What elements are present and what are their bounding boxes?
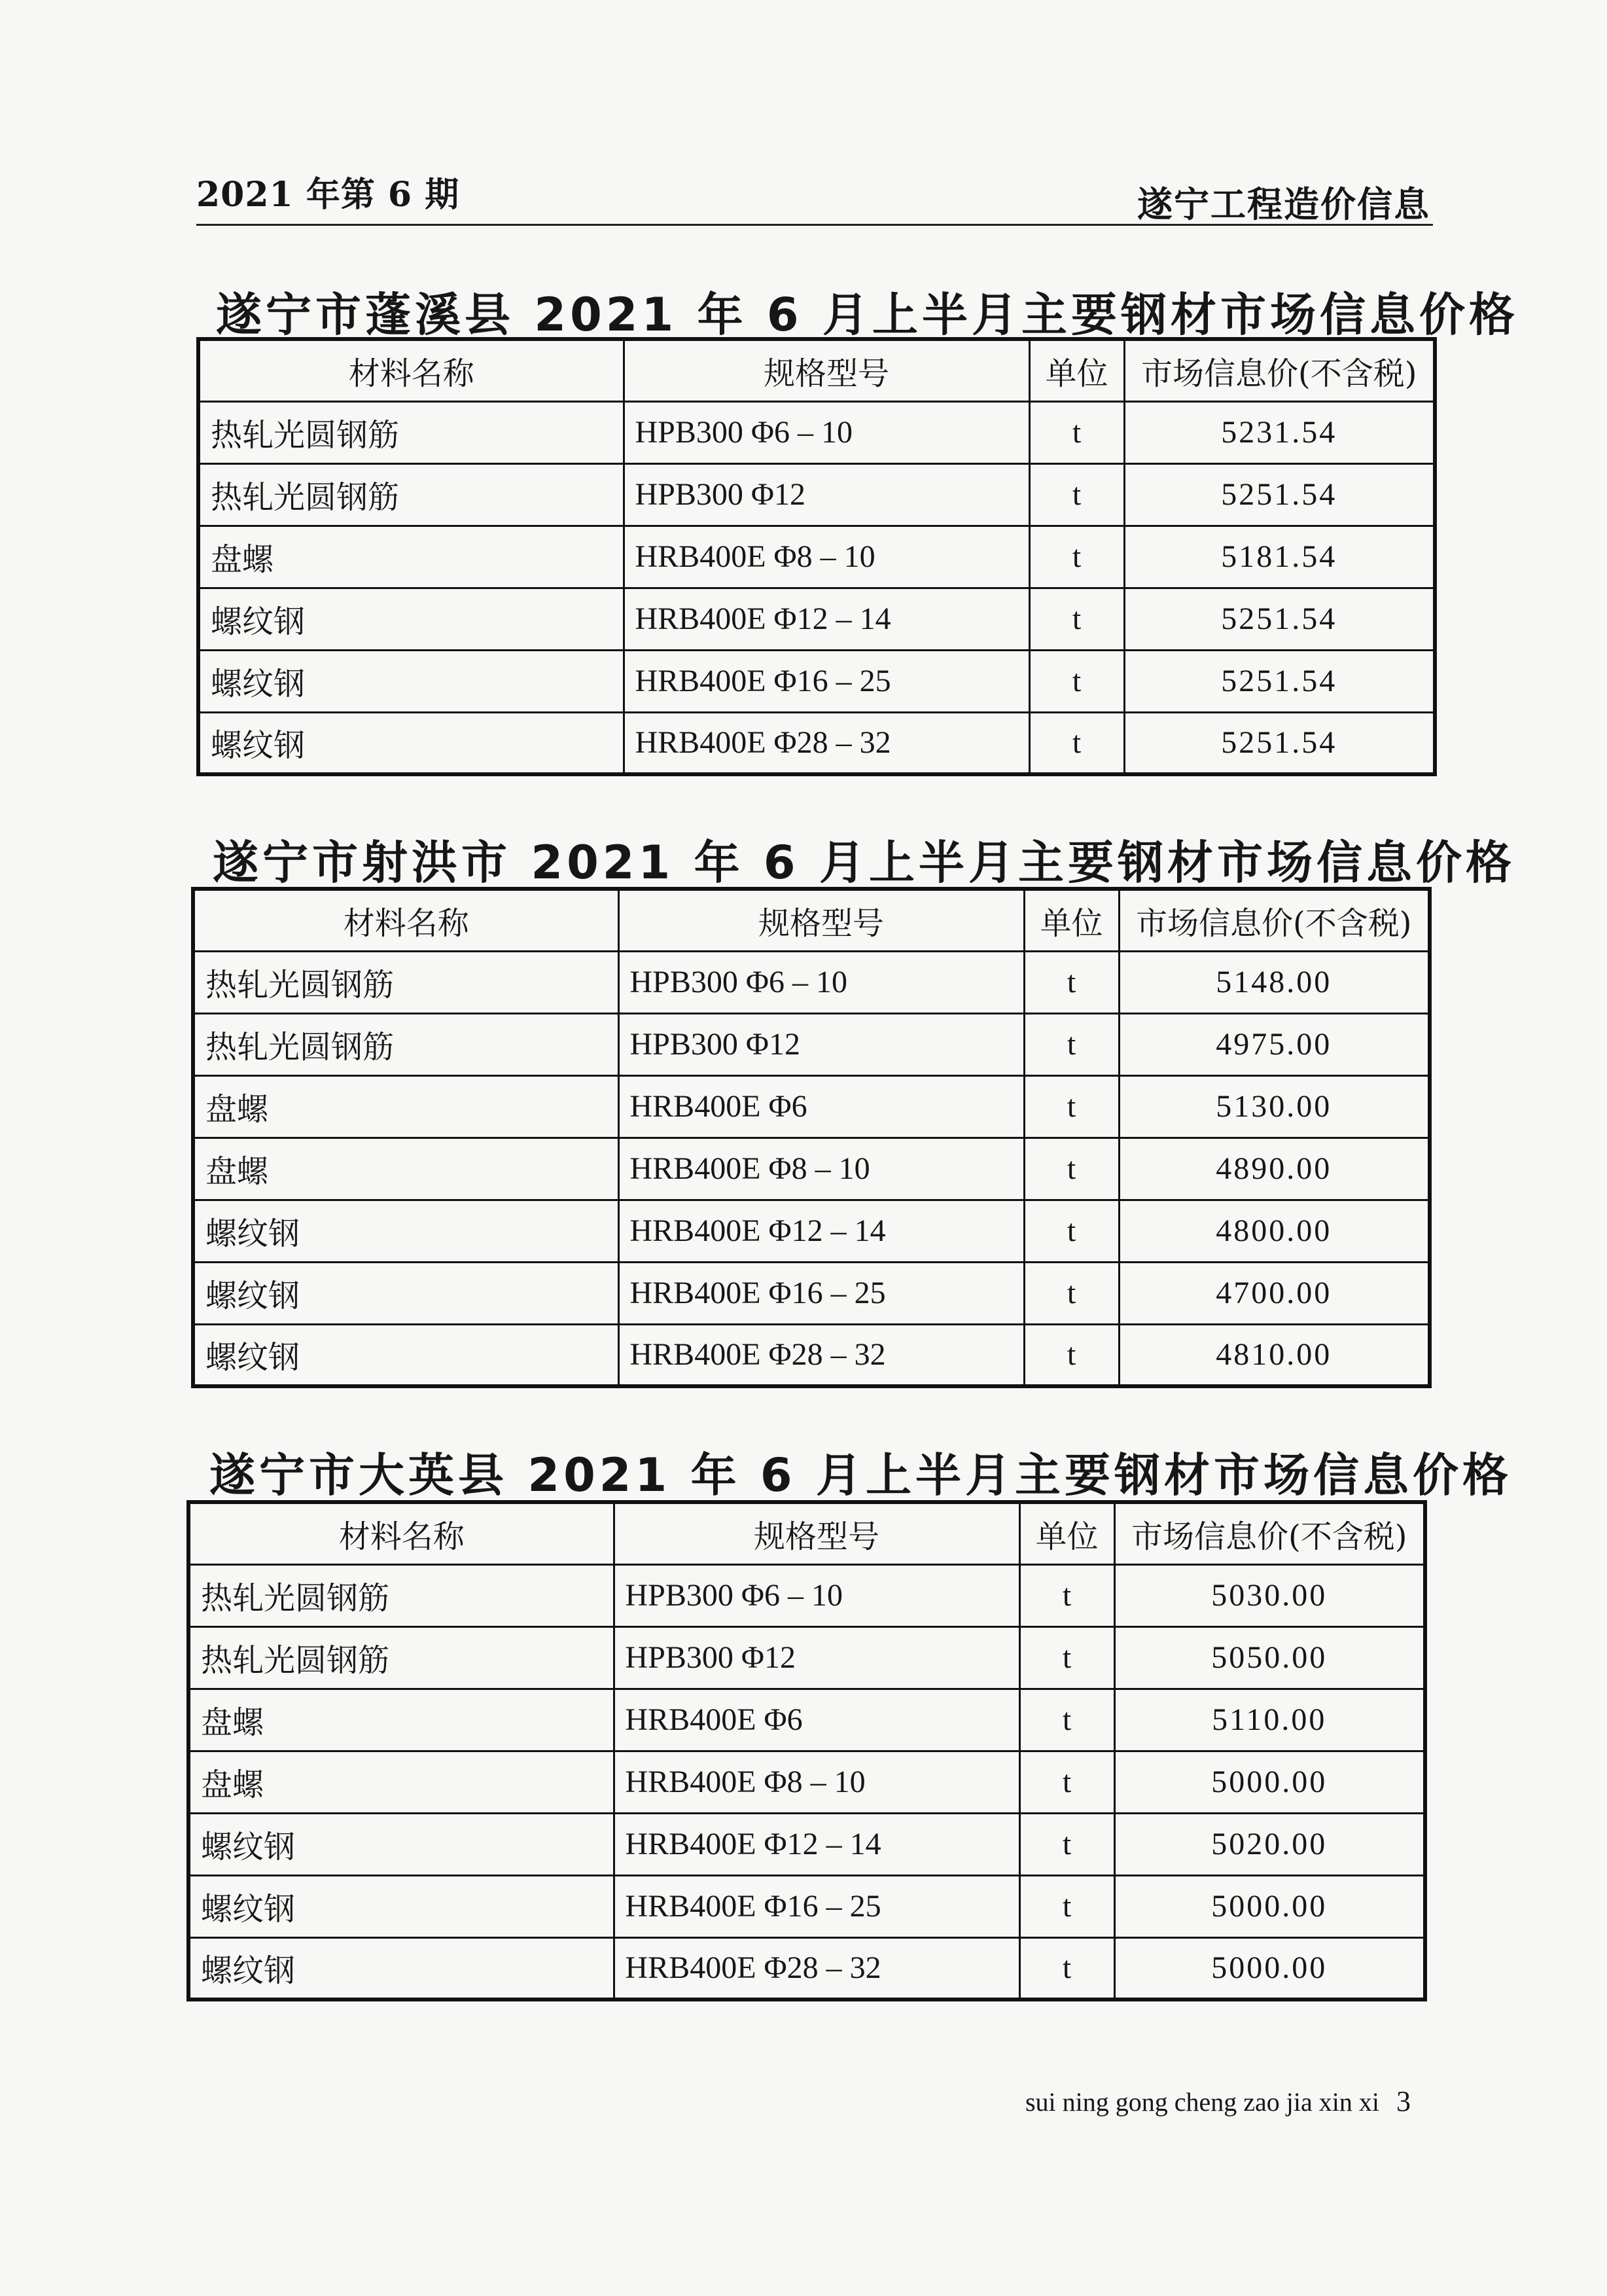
- material-spec: HPB300 Φ6 – 10: [618, 951, 1024, 1013]
- material-unit: t: [1024, 1262, 1119, 1324]
- table-row: [193, 1262, 1430, 1324]
- table-row: [188, 1751, 1425, 1813]
- material-name: 螺纹钢: [188, 1875, 614, 1937]
- material-price: 5130.00: [1119, 1075, 1430, 1138]
- material-price: 5251.54: [1124, 650, 1435, 712]
- material-spec: HPB300 Φ6 – 10: [624, 401, 1029, 463]
- col-header-spec: 规格型号: [618, 889, 1024, 951]
- table-row: [193, 951, 1430, 1013]
- material-name: 热轧光圆钢筋: [188, 1626, 614, 1689]
- footer-pinyin: sui ning gong cheng zao jia xin xi: [1025, 2087, 1379, 2117]
- material-name: 螺纹钢: [198, 712, 624, 774]
- material-unit: t: [1024, 1200, 1119, 1262]
- material-price: 4975.00: [1119, 1013, 1430, 1075]
- col-header-price: 市场信息价(不含税): [1119, 889, 1430, 951]
- material-price: 4800.00: [1119, 1200, 1430, 1262]
- material-unit: t: [1024, 1013, 1119, 1075]
- material-unit: t: [1029, 650, 1124, 712]
- material-price: 5231.54: [1124, 401, 1435, 463]
- material-price: 5020.00: [1114, 1813, 1425, 1875]
- col-header-price: 市场信息价(不含税): [1124, 339, 1435, 401]
- material-unit: t: [1019, 1689, 1114, 1751]
- price-table-daying: [186, 1500, 1427, 2001]
- material-name: 热轧光圆钢筋: [198, 401, 624, 463]
- table-row: [188, 1937, 1425, 2000]
- material-name: 螺纹钢: [193, 1262, 618, 1324]
- material-spec: HRB400E Φ28 – 32: [614, 1937, 1019, 2000]
- material-name: 螺纹钢: [188, 1937, 614, 2000]
- material-price: 5251.54: [1124, 712, 1435, 774]
- col-header-spec: 规格型号: [624, 339, 1029, 401]
- material-spec: HRB400E Φ8 – 10: [614, 1751, 1019, 1813]
- material-unit: t: [1029, 526, 1124, 588]
- table-row: [193, 1075, 1430, 1138]
- material-price: 5148.00: [1119, 951, 1430, 1013]
- publication-title: 遂宁工程造价信息: [1137, 183, 1430, 225]
- material-unit: t: [1029, 401, 1124, 463]
- material-name: 盘螺: [198, 526, 624, 588]
- material-name: 螺纹钢: [188, 1813, 614, 1875]
- col-header-price: 市场信息价(不含税): [1114, 1502, 1425, 1564]
- col-header-unit: 单位: [1019, 1502, 1114, 1564]
- table-header-row: [198, 339, 1435, 401]
- material-spec: HRB400E Φ12 – 14: [618, 1200, 1024, 1262]
- table-row: [198, 526, 1435, 588]
- material-name: 螺纹钢: [198, 588, 624, 650]
- section-title-pengxi: 遂宁市蓬溪县 2021 年 6 月上半月主要钢材市场信息价格: [216, 288, 1519, 342]
- table-row: [188, 1875, 1425, 1937]
- col-header-unit: 单位: [1029, 339, 1124, 401]
- table-row: [198, 712, 1435, 774]
- material-price: 5000.00: [1114, 1937, 1425, 2000]
- material-unit: t: [1019, 1751, 1114, 1813]
- material-name: 热轧光圆钢筋: [198, 463, 624, 526]
- material-name: 螺纹钢: [193, 1324, 618, 1386]
- material-price: 5181.54: [1124, 526, 1435, 588]
- table-row: [198, 463, 1435, 526]
- material-name: 螺纹钢: [193, 1200, 618, 1262]
- material-price: 5000.00: [1114, 1751, 1425, 1813]
- material-unit: t: [1024, 951, 1119, 1013]
- header-divider: [196, 224, 1433, 226]
- col-header-unit: 单位: [1024, 889, 1119, 951]
- material-spec: HPB300 Φ12: [618, 1013, 1024, 1075]
- material-price: 4810.00: [1119, 1324, 1430, 1386]
- col-header-name: 材料名称: [193, 889, 618, 951]
- material-spec: HRB400E Φ16 – 25: [618, 1262, 1024, 1324]
- material-spec: HRB400E Φ28 – 32: [624, 712, 1029, 774]
- table-row: [198, 588, 1435, 650]
- table-header-row: [193, 889, 1430, 951]
- material-price: 4890.00: [1119, 1138, 1430, 1200]
- material-unit: t: [1019, 1875, 1114, 1937]
- material-unit: t: [1029, 463, 1124, 526]
- col-header-spec: 规格型号: [614, 1502, 1019, 1564]
- table-row: [188, 1626, 1425, 1689]
- col-header-name: 材料名称: [198, 339, 624, 401]
- material-unit: t: [1019, 1564, 1114, 1626]
- material-price: 5050.00: [1114, 1626, 1425, 1689]
- material-unit: t: [1024, 1324, 1119, 1386]
- material-spec: HRB400E Φ8 – 10: [624, 526, 1029, 588]
- material-price: 5030.00: [1114, 1564, 1425, 1626]
- table-row: [188, 1813, 1425, 1875]
- material-spec: HPB300 Φ12: [624, 463, 1029, 526]
- material-name: 螺纹钢: [198, 650, 624, 712]
- section-title-daying: 遂宁市大英县 2021 年 6 月上半月主要钢材市场信息价格: [209, 1448, 1513, 1502]
- material-price: 5000.00: [1114, 1875, 1425, 1937]
- page-number: 3: [1396, 2085, 1411, 2117]
- material-unit: t: [1019, 1813, 1114, 1875]
- material-price: 5110.00: [1114, 1689, 1425, 1751]
- table-row: [198, 401, 1435, 463]
- material-unit: t: [1024, 1138, 1119, 1200]
- material-unit: t: [1019, 1937, 1114, 2000]
- material-unit: t: [1019, 1626, 1114, 1689]
- material-name: 盘螺: [188, 1689, 614, 1751]
- table-header-row: [188, 1502, 1425, 1564]
- table-row: [193, 1200, 1430, 1262]
- material-name: 热轧光圆钢筋: [193, 951, 618, 1013]
- material-spec: HPB300 Φ12: [614, 1626, 1019, 1689]
- table-row: [193, 1013, 1430, 1075]
- material-spec: HRB400E Φ8 – 10: [618, 1138, 1024, 1200]
- table-row: [198, 650, 1435, 712]
- price-table-shehong: [191, 887, 1432, 1388]
- table-row: [188, 1564, 1425, 1626]
- material-name: 盘螺: [188, 1751, 614, 1813]
- material-spec: HRB400E Φ28 – 32: [618, 1324, 1024, 1386]
- material-unit: t: [1029, 588, 1124, 650]
- material-spec: HRB400E Φ16 – 25: [614, 1875, 1019, 1937]
- material-unit: t: [1024, 1075, 1119, 1138]
- page-footer: [1025, 2085, 1411, 2118]
- material-spec: HRB400E Φ12 – 14: [614, 1813, 1019, 1875]
- material-spec: HRB400E Φ16 – 25: [624, 650, 1029, 712]
- price-table-pengxi: [196, 337, 1437, 776]
- material-name: 盘螺: [193, 1138, 618, 1200]
- col-header-name: 材料名称: [188, 1502, 614, 1564]
- material-price: 4700.00: [1119, 1262, 1430, 1324]
- material-price: 5251.54: [1124, 588, 1435, 650]
- table-row: [193, 1324, 1430, 1386]
- table-row: [193, 1138, 1430, 1200]
- material-name: 热轧光圆钢筋: [188, 1564, 614, 1626]
- material-spec: HPB300 Φ6 – 10: [614, 1564, 1019, 1626]
- material-unit: t: [1029, 712, 1124, 774]
- table-row: [188, 1689, 1425, 1751]
- material-name: 热轧光圆钢筋: [193, 1013, 618, 1075]
- material-spec: HRB400E Φ12 – 14: [624, 588, 1029, 650]
- issue-label: 2021 年第 6 期: [196, 175, 460, 215]
- material-name: 盘螺: [193, 1075, 618, 1138]
- material-spec: HRB400E Φ6: [614, 1689, 1019, 1751]
- section-title-shehong: 遂宁市射洪市 2021 年 6 月上半月主要钢材市场信息价格: [213, 836, 1516, 889]
- material-price: 5251.54: [1124, 463, 1435, 526]
- material-spec: HRB400E Φ6: [618, 1075, 1024, 1138]
